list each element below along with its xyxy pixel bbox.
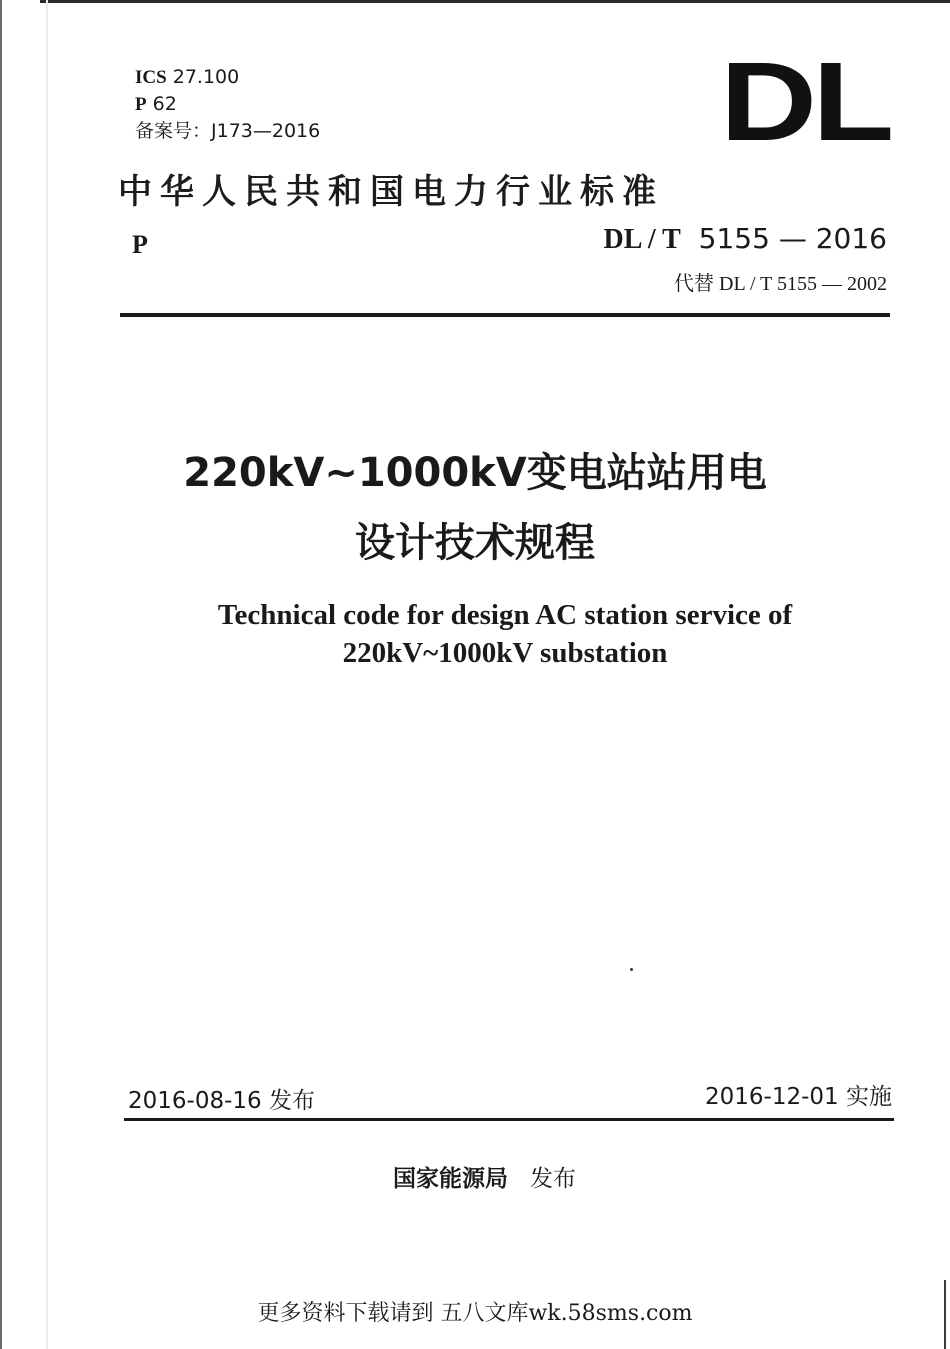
title-en-line-1: Technical code for design AC station service of (217, 599, 793, 631)
ics-label: ICS (135, 67, 167, 88)
record-line (135, 118, 320, 144)
scan-fold (46, 0, 48, 1349)
scan-edge (0, 0, 2, 1349)
footer-watermark: 更多资料下载请到 五八文库wk.58sms.com (257, 1301, 693, 1326)
publisher-action: 发布 (530, 1166, 576, 1192)
document-title-en (0, 596, 950, 672)
date-divider (124, 1118, 894, 1121)
standard-type-title: 中华人民共和国电力行业标准 (118, 172, 664, 212)
standard-number (604, 222, 887, 256)
p-line (135, 91, 320, 118)
header-divider (120, 313, 890, 317)
record-number: J173—2016 (211, 120, 321, 142)
implementation-date: 2016-12-01 实施 (705, 1084, 892, 1110)
title-cn-line-1: 220kV~1000kV变电站站用电 (183, 450, 767, 496)
publisher-org: 国家能源局 (393, 1166, 508, 1192)
p-label: P (135, 94, 147, 115)
record-label: 备案号： (135, 120, 212, 142)
title-cn-line-2: 设计技术规程 (355, 520, 595, 566)
issue-date: 2016-08-16 发布 (128, 1088, 315, 1114)
dl-logo: DL (720, 39, 890, 164)
p-code: 62 (152, 93, 177, 115)
standard-code: 5155 — 2016 (698, 222, 887, 255)
classification-block (135, 64, 320, 144)
ics-code: 27.100 (172, 66, 240, 88)
standard-prefix: DL / T (603, 224, 681, 255)
ics-line (135, 64, 320, 91)
publisher (393, 1160, 576, 1193)
replaces-note: 代替 DL / T 5155 — 2002 (674, 273, 887, 295)
category-code: P (132, 230, 148, 259)
scan-speck (630, 968, 633, 971)
scan-edge (40, 0, 950, 3)
title-en-line-2: 220kV~1000kV substation (342, 637, 668, 669)
document-title-cn (0, 438, 950, 578)
